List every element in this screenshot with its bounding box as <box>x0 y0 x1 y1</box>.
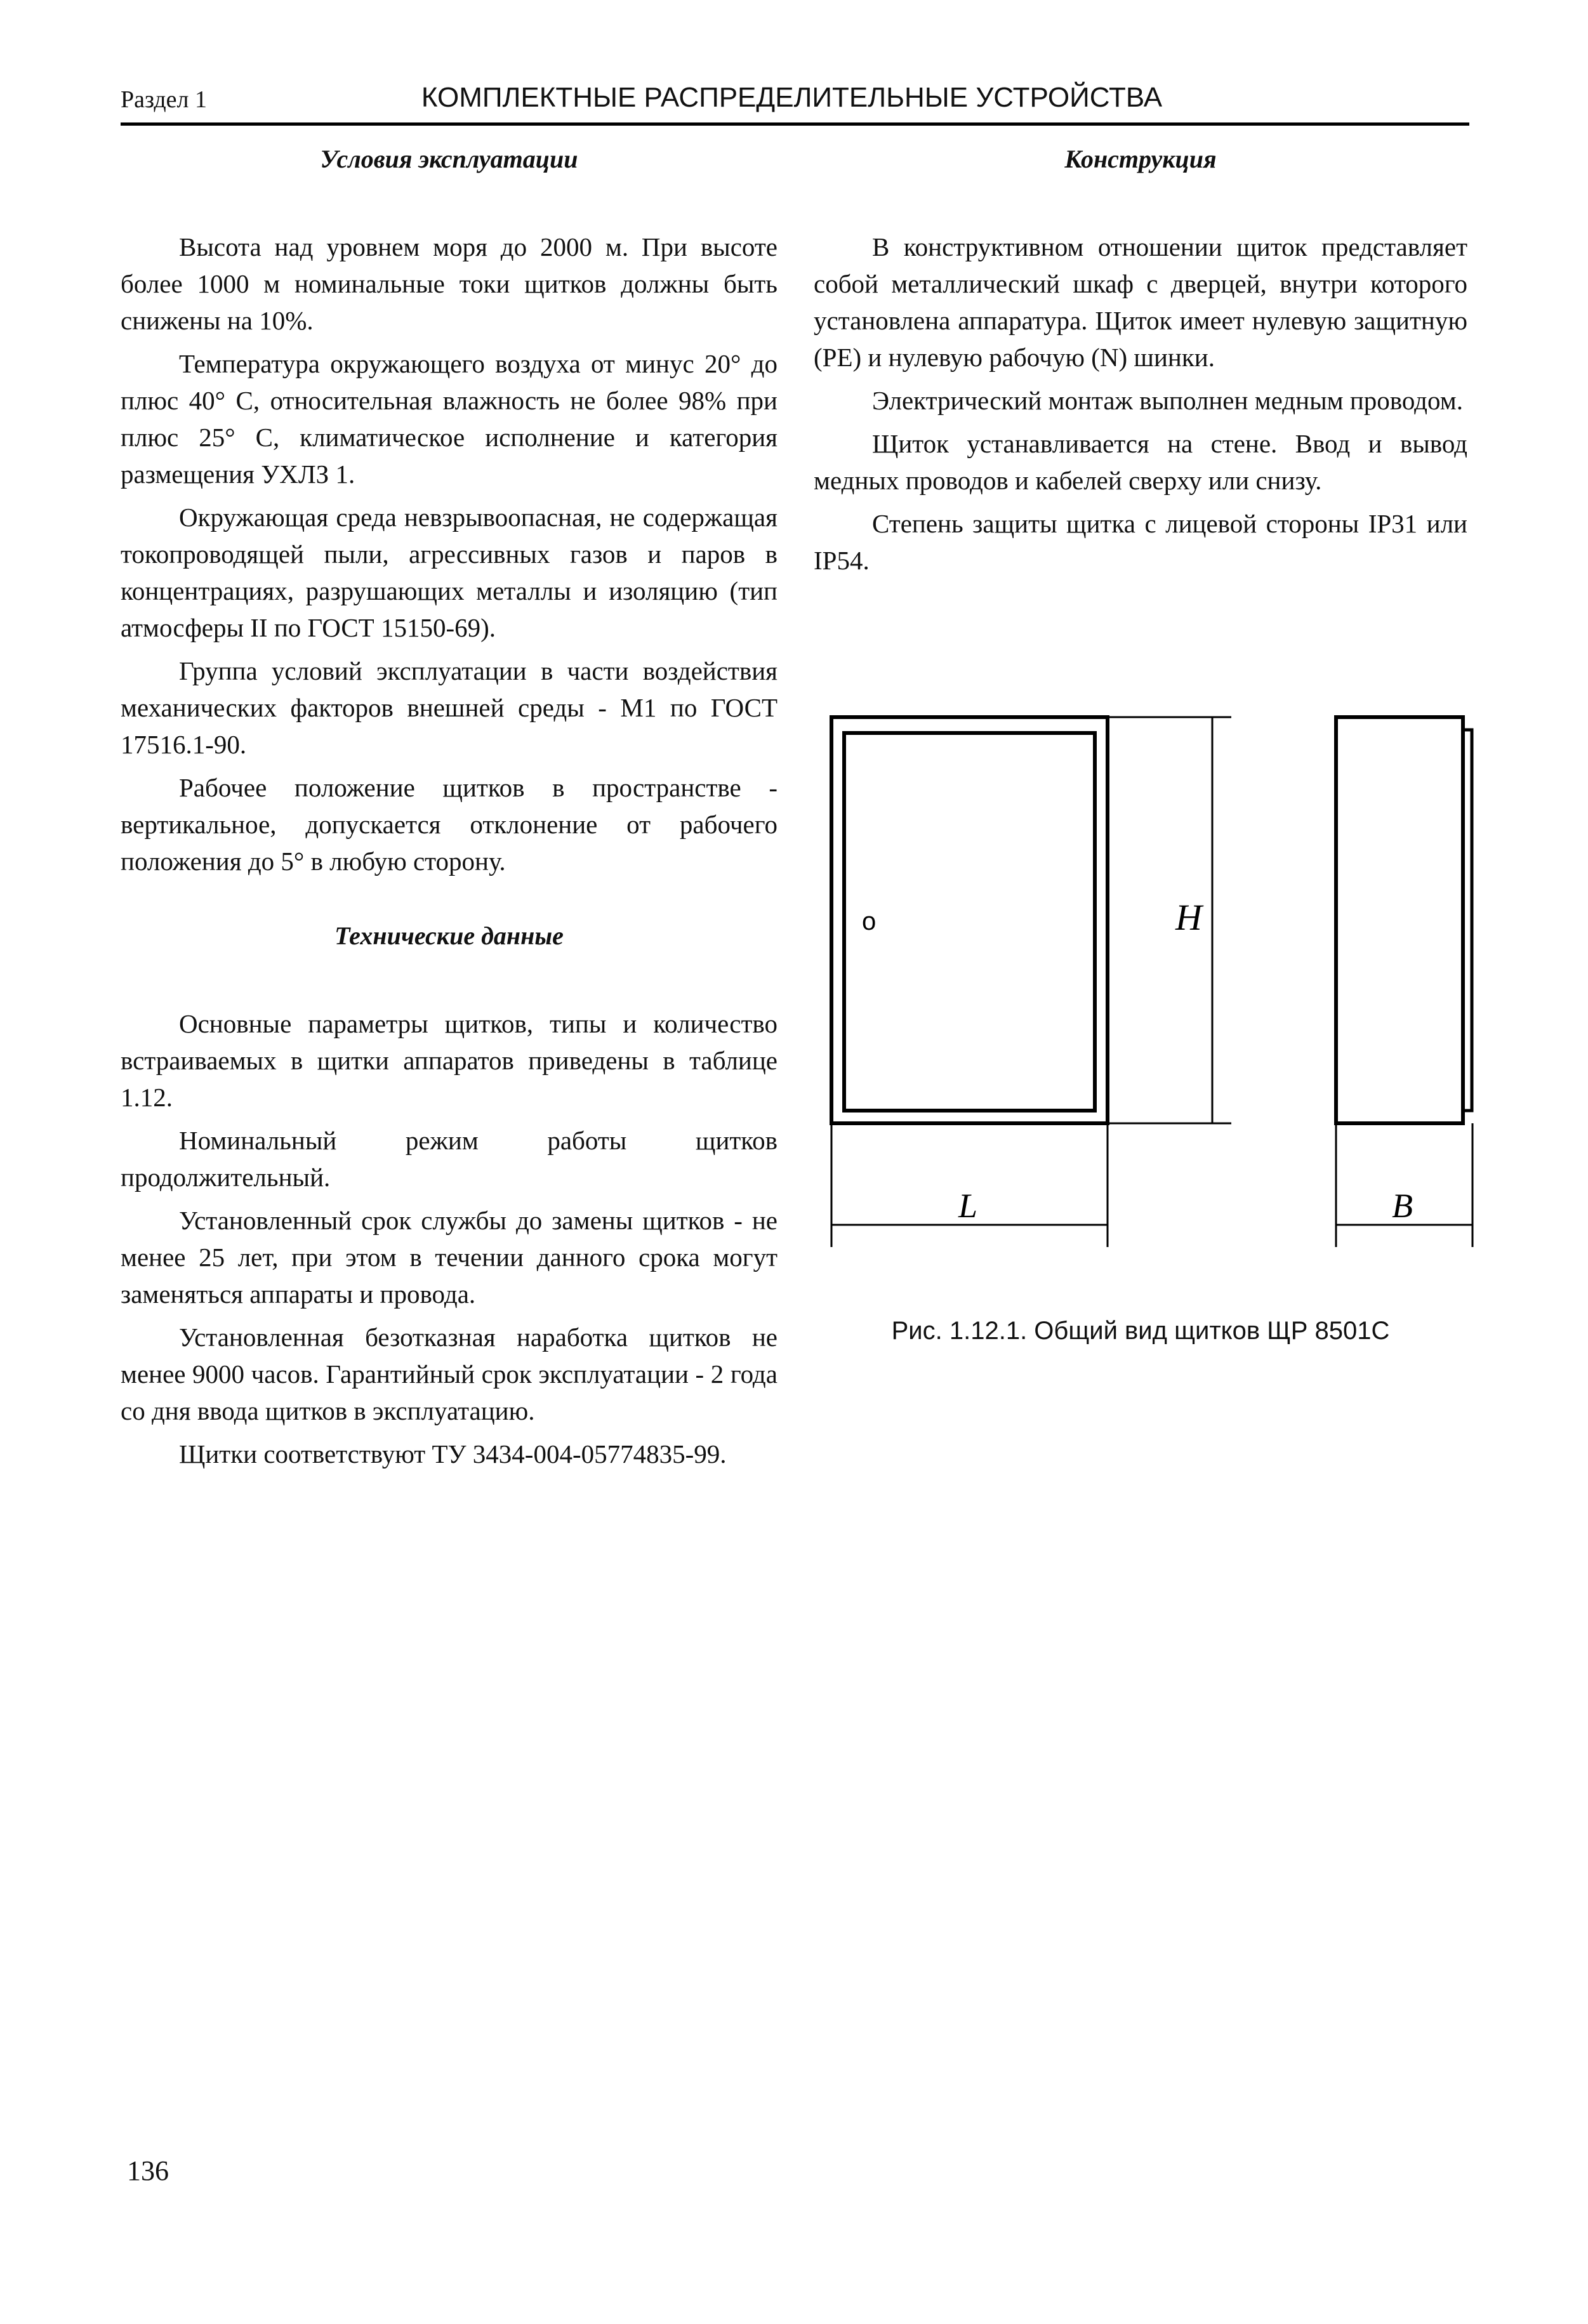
heading-technical: Технические данные <box>334 921 564 950</box>
technical-paragraph: Установленный срок службы до замены щитков - не менее 25 лет, при этом в течении данного срока могут заменяться аппараты и провода. <box>121 1206 777 1309</box>
depth-label: B <box>1392 1187 1413 1225</box>
construction-paragraph: Степень защиты щитка с лицевой стороны IP31 или IP54. <box>814 509 1467 575</box>
figure-caption: Рис. 1.12.1. Общий вид щитков ЩР 8501С <box>891 1317 1390 1345</box>
page-header <box>121 82 1463 124</box>
length-label: L <box>958 1187 978 1225</box>
construction-paragraph: В конструктивном отношении щиток представляет собой металлический шкаф с дверцей, внутри которого установлена аппаратура. Щиток имеет нулевую защитную (PE) и нулевую рабочую (N) шинки. <box>814 232 1467 372</box>
construction-paragraph: Электрический монтаж выполнен медным проводом. <box>872 386 1463 415</box>
technical-paragraph: Щитки соответствуют ТУ 3434-004-05774835-99. <box>179 1439 727 1469</box>
page-number: 136 <box>127 2155 169 2186</box>
conditions-paragraph: Рабочее положение щитков в пространстве - вертикальное, допускается отклонение от рабочего положения до 5° в любую сторону. <box>121 773 777 876</box>
heading-construction: Конструкция <box>1064 145 1217 173</box>
construction-paragraph: Щиток устанавливается на стене. Ввод и вывод медных проводов и кабелей сверху или снизу. <box>814 429 1467 495</box>
left-column <box>121 141 777 1472</box>
cabinet-drawing <box>825 704 1479 1276</box>
header-rule <box>121 122 1469 126</box>
section-title: КОМПЛЕКТНЫЕ РАСПРЕДЕЛИТЕЛЬНЫЕ УСТРОЙСТВА <box>421 82 1163 113</box>
technical-paragraph: Номинальный режим работы щитков продолжительный. <box>121 1126 777 1192</box>
right-column <box>814 141 1467 579</box>
height-label: H <box>1175 897 1202 938</box>
front-view-door <box>844 733 1095 1111</box>
conditions-paragraph: Температура окружающего воздуха от минус 20° до плюс 40° С, относительная влажность не более 98% при плюс 25° С, климатическое исполнение и категория размещения УХЛЗ 1. <box>121 349 777 489</box>
conditions-paragraph: Группа условий эксплуатации в части воздействия механических факторов внешней среды - М1 по ГОСТ 17516.1-90. <box>121 656 777 759</box>
heading-conditions: Условия эксплуатации <box>320 145 578 173</box>
conditions-paragraph: Высота над уровнем моря до 2000 м. При высоте более 1000 м номинальные токи щитков должны быть снижены на 10%. <box>121 232 777 335</box>
conditions-paragraph: Окружающая среда невзрывоопасная, не содержащая токопроводящей пыли, агрессивных газов и паров в концентрациях, разрушающих металлы и изоляцию (тип атмосферы II по ГОСТ 15150-69). <box>121 503 777 642</box>
cabinet-figure <box>825 704 1479 1276</box>
side-view-door <box>1463 730 1472 1111</box>
technical-paragraph: Основные параметры щитков, типы и количество встраиваемых в щитки аппаратов приведены в таблице 1.12. <box>121 1009 777 1112</box>
section-label: Раздел 1 <box>121 86 207 113</box>
technical-paragraph: Установленная безотказная наработка щитков не менее 9000 часов. Гарантийный срок эксплуатации - 2 года со дня ввода щитков в эксплуатацию. <box>121 1323 777 1425</box>
door-marker: o <box>862 908 877 935</box>
side-view-body <box>1336 717 1463 1123</box>
